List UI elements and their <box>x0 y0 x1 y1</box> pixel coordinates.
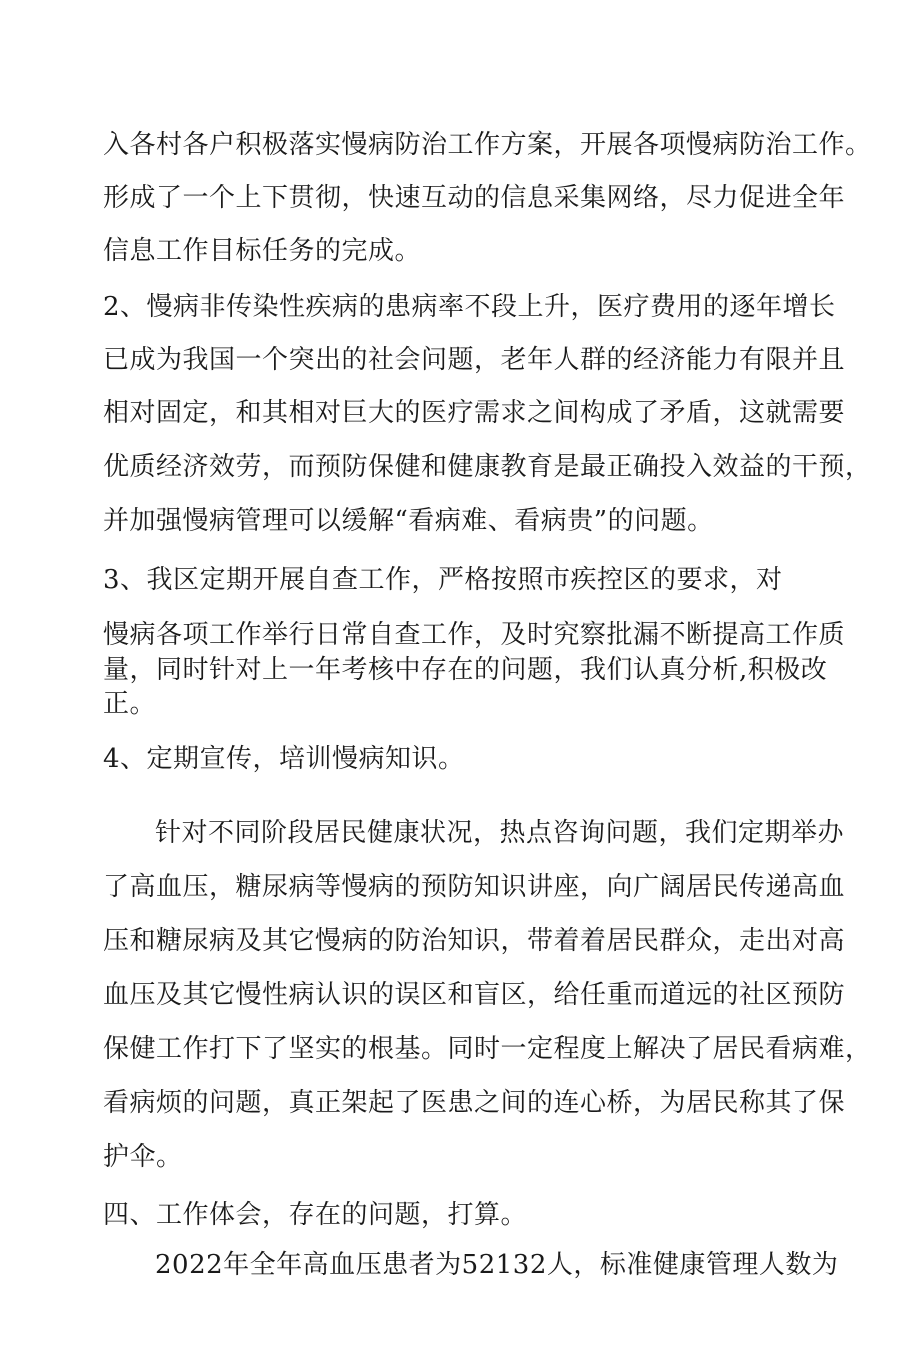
section-heading: 四、工作体会，存在的问题，打算。 <box>103 1200 528 1230</box>
text-line: 相对固定，和其相对巨大的医疗需求之间构成了矛盾，这就需要 <box>103 398 846 428</box>
text-line: 压和糖尿病及其它慢病的防治知识，带着着居民群众，走出对高 <box>103 926 846 956</box>
text-line: 已成为我国一个突出的社会问题，老年人群的经济能力有限并且 <box>103 345 846 375</box>
text-line: 形成了一个上下贯彻，快速互动的信息采集网络，尽力促进全年 <box>103 183 846 213</box>
text-line: 正。 <box>103 689 157 719</box>
text-line: 优质经济效劳，而预防保健和健康教育是最正确投入效益的干预， <box>103 452 872 482</box>
text-line: 入各村各户积极落实慢病防治工作方案，开展各项慢病防治工作。 <box>103 130 872 160</box>
text-line: 护伞。 <box>103 1142 183 1172</box>
paragraph-4-line: 4、定期宣传，培训慢病知识。 <box>103 744 465 774</box>
paragraph-3-line: 3、我区定期开展自查工作，严格按照市疾控区的要求，对 <box>103 565 783 595</box>
paragraph-indent-line: 针对不同阶段居民健康状况，热点咨询问题，我们定期举办 <box>155 818 845 848</box>
text-line: 保健工作打下了坚实的根基。同时一定程度上解决了居民看病难， <box>103 1034 872 1064</box>
text-line: 血压及其它慢性病认识的误区和盲区，给任重而道远的社区预防 <box>103 980 846 1010</box>
text-line: 信息工作目标任务的完成。 <box>103 236 422 266</box>
paragraph-2-line: 2、慢病非传染性疾病的患病率不段上升，医疗费用的逐年增长 <box>103 292 836 322</box>
text-line: 看病烦的问题，真正架起了医患之间的连心桥，为居民称其了保 <box>103 1088 846 1118</box>
text-line: 并加强慢病管理可以缓解“看病难、看病贵”的问题。 <box>103 506 714 536</box>
text-line: 慢病各项工作举行日常自查工作，及时究察批漏不断提高工作质 <box>103 620 846 650</box>
text-line: 了高血压，糖尿病等慢病的预防知识讲座，向广阔居民传递高血 <box>103 872 846 902</box>
paragraph-indent-line: 2022年全年高血压患者为52132人，标准健康管理人数为 <box>155 1250 839 1280</box>
text-line: 量，同时针对上一年考核中存在的问题，我们认真分析,积极改 <box>103 655 828 685</box>
